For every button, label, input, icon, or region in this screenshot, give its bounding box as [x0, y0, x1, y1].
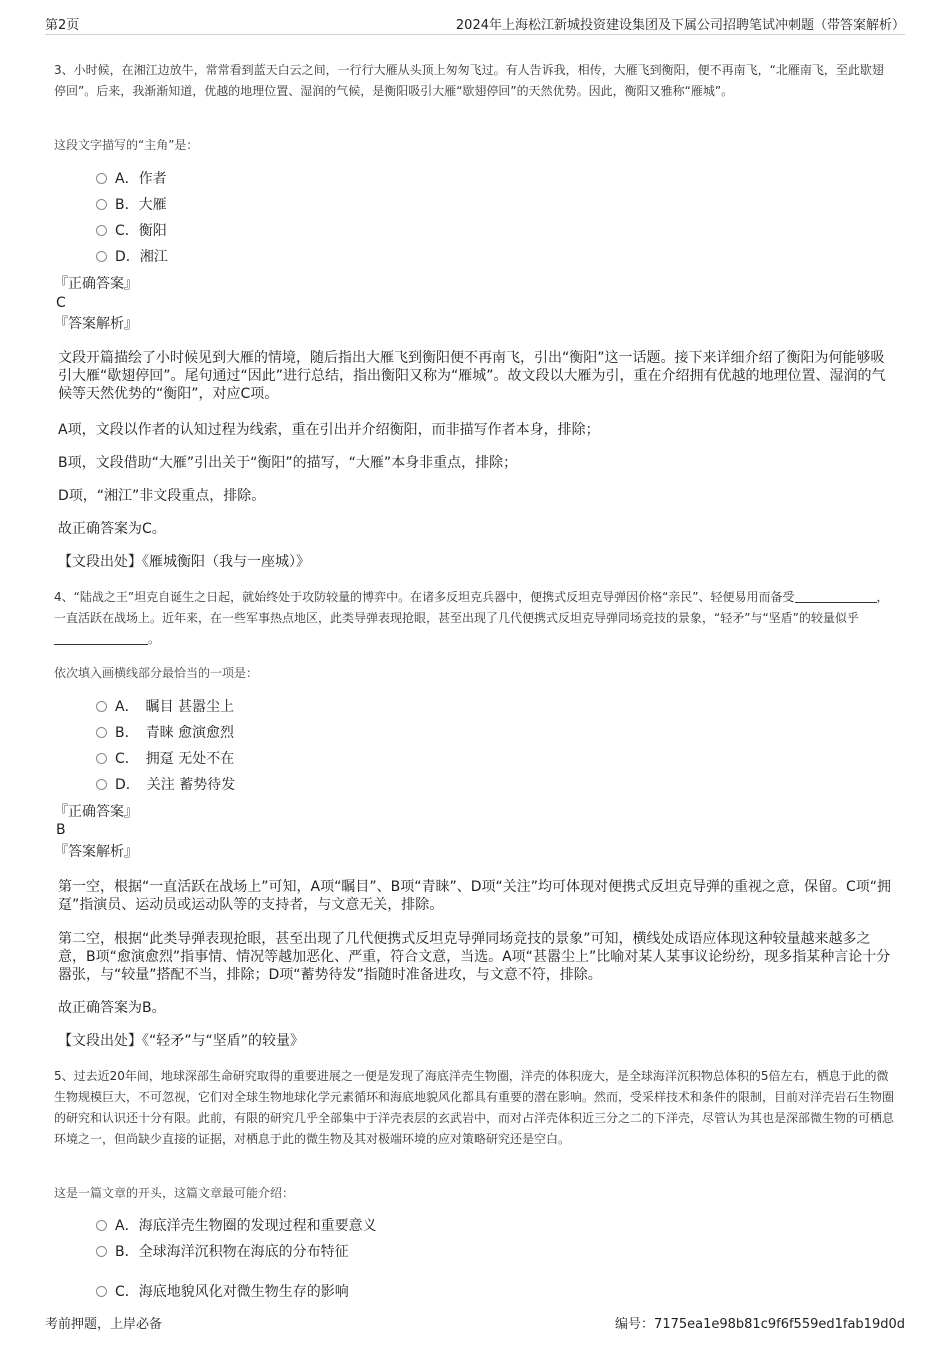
document-title: 2024年上海松江新城投资建设集团及下属公司招聘笔试冲刺题（带答案解析） [455, 18, 905, 33]
q3-analysis-label: 『答案解析』 [54, 316, 138, 332]
q4-analysis-label: 『答案解析』 [54, 844, 138, 860]
q3-source: 【文段出处】《雁城衡阳（我与一座城）》 [58, 554, 310, 570]
q4-text: 4、“陆战之王”坦克自诞生之日起，就始终处于攻防较量的博弈中。在诸多反坦克兵器中，便携式反坦克导弹因价格“亲民”、轻便易用而备受 ，一直活跃在战场上。近年来，在一些军事热点地区，此类导弹表现抢眼，甚至出现了几代便携式反坦克导弹同场竞技的景象，“轻矛”与“坚盾”的较量似乎。 [54, 590, 889, 646]
q3-analysis-b: B项，文段借助“大雁”引出关于“衡阳”的描写，“大雁”本身非重点，排除； [58, 455, 518, 471]
q4-analysis-second: 第二空，根据“此类导弹表现抢眼，甚至出现了几代便携式反坦克导弹同场竞技的景象”可知，横线处成语应体现这种较量越来越多之意，B项“愈演愈烈”指事情、情况等越加恶化、严重，符合文意，当选。A项“甚嚣尘上”比喻对某人某事议论纷纷，现多指某种言论十分嚣张，与“较量”搭配不当，排除；D项“蓄势待发”指随时准备进攻，与文意不符，排除。 [58, 931, 891, 983]
radio-icon[interactable] [96, 727, 107, 738]
q4-conclusion: 故正确答案为B。 [58, 1000, 166, 1016]
q5-option-c[interactable]: C．海底地貌风化对微生物生存的影响 [96, 1282, 349, 1302]
q4-option-d[interactable]: D． 关注 蓄势待发 [96, 775, 235, 795]
q3-analysis-main: 文段开篇描绘了小时候见到大雁的情境，随后指出大雁飞到衡阳便不再南飞，引出“衡阳”这一话题。接下来详细介绍了衡阳为何能够吸引大雁“歇翅停回”。尾句通过“因此”进行总结，指出衡阳又称为“雁城”。故文段以大雁为引，重在介绍拥有优越的地理位置、湿润的气候等天然优势的“衡阳”，对应C项。 [58, 350, 886, 402]
radio-icon[interactable] [96, 251, 107, 262]
q3-prompt: 这段文字描写的“主角”是： [54, 138, 199, 152]
q4-option-b[interactable]: B． 青睐 愈演愈烈 [96, 723, 234, 743]
q4-option-a[interactable]: A． 瞩目 甚嚣尘上 [96, 697, 234, 717]
radio-icon[interactable] [96, 1246, 107, 1257]
q3-option-a[interactable]: A．作者 [96, 169, 167, 189]
q4-answer-value: B [56, 822, 66, 838]
q3-answer-label: 『正确答案』 [54, 276, 138, 292]
fill-blank-2 [54, 632, 148, 645]
q4-analysis-first: 第一空，根据“一直活跃在战场上”可知，A项“瞩目”、B项“青睐”、D项“关注”均可体现对便携式反坦克导弹的重视之意，保留。C项“拥趸”指演员、运动员或运动队等的支持者，与文意无关，排除。 [58, 879, 892, 913]
footer-slogan: 考前押题，上岸必备 [45, 1317, 163, 1332]
radio-icon[interactable] [96, 1220, 107, 1231]
radio-icon[interactable] [96, 753, 107, 764]
q3-answer-value: C [56, 295, 66, 311]
q5-option-b[interactable]: B．全球海洋沉积物在海底的分布特征 [96, 1242, 349, 1262]
q4-option-c[interactable]: C． 拥趸 无处不在 [96, 749, 234, 769]
q3-option-b[interactable]: B．大雁 [96, 195, 167, 215]
radio-icon[interactable] [96, 1286, 107, 1297]
q3-conclusion: 故正确答案为C。 [58, 521, 166, 537]
q5-text: 5、过去近20年间，地球深部生命研究取得的重要进展之一便是发现了海底洋壳生物圈，洋壳的体积庞大，是全球海洋沉积物总体积的5倍左右，栖息于此的微生物规模巨大，不可忽视，它们对全球生物地球化学元素循环和海底地貌风化都具有重要的潜在影响。然而，受采样技术和条件的限制，目前对洋壳岩石生物圈的研究和认识还十分有限。此前，有限的研究几乎全部集中于洋壳表层的玄武岩中，而对占洋壳体积近三分之二的下洋壳，尽管认为其也是深部微生物的可栖息环境之一，但尚缺少直接的证据，对栖息于此的微生物及其对极端环境的应对策略研究还是空白。 [54, 1069, 895, 1146]
q5-prompt: 这是一篇文章的开头，这篇文章最可能介绍： [54, 1186, 295, 1200]
q3-analysis-d: D项，“湘江”非文段重点，排除。 [58, 488, 266, 504]
q4-answer-label: 『正确答案』 [54, 804, 138, 820]
radio-icon[interactable] [96, 173, 107, 184]
radio-icon[interactable] [96, 225, 107, 236]
radio-icon[interactable] [96, 779, 107, 790]
page-number: 第2页 [45, 18, 80, 33]
radio-icon[interactable] [96, 701, 107, 712]
q3-analysis-a: A项，文段以作者的认知过程为线索，重在引出并介绍衡阳，而非描写作者本身，排除； [58, 422, 600, 438]
radio-icon[interactable] [96, 199, 107, 210]
q4-prompt: 依次填入画横线部分最恰当的一项是： [54, 666, 259, 680]
fill-blank-1 [795, 590, 877, 603]
q5-option-a[interactable]: A．海底洋壳生物圈的发现过程和重要意义 [96, 1216, 377, 1236]
q3-option-d[interactable]: D．湘江 [96, 247, 168, 267]
q3-option-c[interactable]: C．衡阳 [96, 221, 167, 241]
footer-serial: 编号：7175ea1e98b81c9f6f559ed1fab19d0d [615, 1317, 905, 1332]
page-header [45, 14, 905, 35]
q4-source: 【文段出处】《“轻矛”与“坚盾”的较量》 [58, 1033, 305, 1049]
q3-text: 3、小时候，在湘江边放牛，常常看到蓝天白云之间，一行行大雁从头顶上匆匆飞过。有人告诉我，相传，大雁飞到衡阳，便不再南飞，“北雁南飞，至此歇翅停回”。后来，我渐渐知道，优越的地理位置、湿润的气候，是衡阳吸引大雁“歇翅停回”的天然优势。因此，衡阳又雅称“雁城”。 [54, 63, 884, 98]
